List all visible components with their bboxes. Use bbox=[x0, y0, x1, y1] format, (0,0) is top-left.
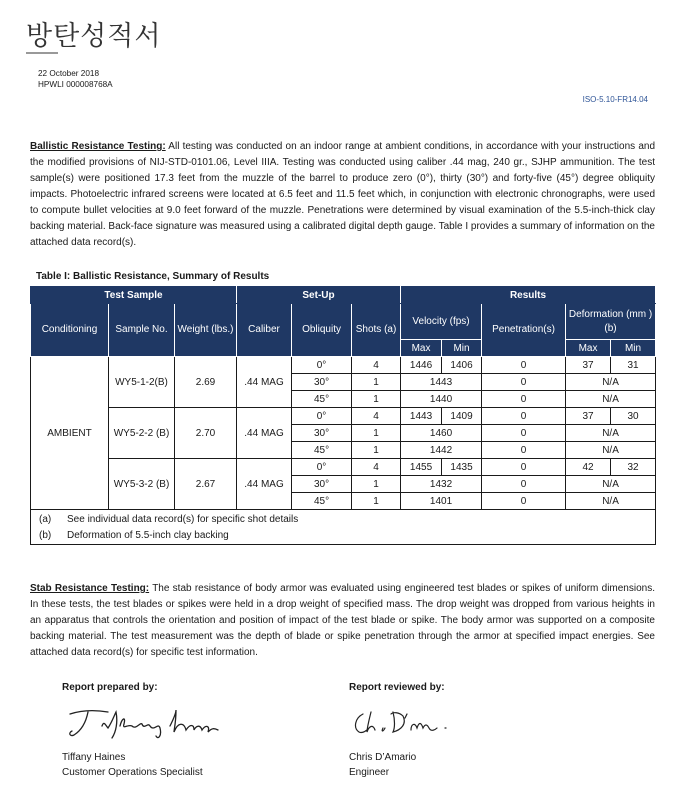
velocity-min-cell: 1435 bbox=[442, 459, 482, 476]
obliquity-cell: 0° bbox=[292, 357, 352, 374]
deformation-min-cell: 31 bbox=[611, 357, 656, 374]
reviewed-signature bbox=[349, 706, 459, 738]
obliquity-cell: 45° bbox=[292, 493, 352, 510]
col-deformation: Deformation (mm ) (b) bbox=[566, 304, 656, 340]
note-text: Deformation of 5.5-inch clay backing bbox=[67, 529, 229, 541]
obliquity-cell: 30° bbox=[292, 374, 352, 391]
velocity-min-cell: 1406 bbox=[442, 357, 482, 374]
report-date: 22 October 2018 bbox=[38, 69, 99, 78]
group-test-sample: Test Sample bbox=[31, 287, 237, 304]
reviewed-by-role: Engineer bbox=[349, 767, 390, 778]
penetration-cell: 0 bbox=[482, 476, 566, 493]
report-meta bbox=[38, 68, 113, 90]
deformation-cell: N/A bbox=[566, 374, 656, 391]
shots-cell: 1 bbox=[352, 476, 401, 493]
ballistic-heading: Ballistic Resistance Testing: bbox=[30, 141, 166, 152]
note-mark: (b) bbox=[39, 529, 52, 541]
col-obliquity: Obliquity bbox=[292, 304, 352, 357]
shots-cell: 1 bbox=[352, 425, 401, 442]
reviewed-by-label: Report reviewed by: bbox=[349, 682, 445, 693]
col-penetration: Penetration(s) bbox=[482, 304, 566, 357]
stab-body: The stab resistance of body armor was evaluated using engineered test blades or spikes of uniform dimensions. In these tests, the test blades or spikes were held in a drop weight of specified mass. The drop weight was dropped from various heights in an apparatus that controls the orientation and position of impact of the test blade or spike. The body armor was supported on a composite backing material. The test measurement was the depth of blade or spike penetration through the armor at specified impact energies. See attached data record(s) for specific test information. bbox=[30, 583, 655, 658]
penetration-cell: 0 bbox=[482, 493, 566, 510]
note-text: See individual data record(s) for specific shot details bbox=[67, 513, 299, 525]
doc-reference: ISO-5.10-FR14.04 bbox=[582, 95, 648, 104]
sample-caliber: .44 MAG bbox=[237, 408, 292, 459]
obliquity-cell: 0° bbox=[292, 408, 352, 425]
deformation-max-cell: 37 bbox=[566, 357, 611, 374]
col-caliber: Caliber bbox=[237, 304, 292, 357]
deformation-cell: N/A bbox=[566, 476, 656, 493]
shots-cell: 1 bbox=[352, 442, 401, 459]
col-velocity-max: Max bbox=[401, 340, 442, 357]
velocity-cell: 1460 bbox=[401, 425, 482, 442]
sample-caliber: .44 MAG bbox=[237, 459, 292, 510]
velocity-cell: 1440 bbox=[401, 391, 482, 408]
velocity-cell: 1442 bbox=[401, 442, 482, 459]
velocity-cell: 1401 bbox=[401, 493, 482, 510]
velocity-max-cell: 1455 bbox=[401, 459, 442, 476]
shots-cell: 4 bbox=[352, 357, 401, 374]
reviewed-by-info bbox=[349, 750, 416, 780]
deformation-cell: N/A bbox=[566, 493, 656, 510]
sample-weight: 2.70 bbox=[175, 408, 237, 459]
sample-id: WY5-3-2 (B) bbox=[109, 459, 175, 510]
deformation-max-cell: 42 bbox=[566, 459, 611, 476]
penetration-cell: 0 bbox=[482, 357, 566, 374]
penetration-cell: 0 bbox=[482, 391, 566, 408]
col-velocity: Velocity (fps) bbox=[401, 304, 482, 340]
shots-cell: 1 bbox=[352, 374, 401, 391]
col-sample-no: Sample No. bbox=[109, 304, 175, 357]
shots-cell: 4 bbox=[352, 459, 401, 476]
prepared-by-name: Tiffany Haines bbox=[62, 752, 126, 763]
ballistic-body: All testing was conducted on an indoor range at ambient conditions, in accordance with your instructions and the modified provisions of NIJ-STD-0101.06, Level IIIA. Testing was conducted using caliber .44 mag, 240 gr., SJHP ammunition. The test sample(s) were positioned 17.3 feet from the muzzle of the barrel to produce zero (0°), thirty (30°) and forty-five (45°) degree obliquity impacts. Photoelectric infrared screens were located at 6.5 feet and 11.5 feet which, in conjunction with electronic chronographs, were used to compute bullet velocities at 9.0 feet forward of the muzzle. Penetrations were determined by visual examination of the 5.5-inch-thick clay backing material. Back-face signature was measured using a calibrated digital depth gauge. Table I provides a summary of information on the attached data record(s). bbox=[30, 141, 656, 248]
shots-cell: 1 bbox=[352, 493, 401, 510]
deformation-cell: N/A bbox=[566, 391, 656, 408]
report-id: HPWLI 000008768A bbox=[38, 80, 113, 89]
note-mark: (a) bbox=[39, 513, 52, 525]
velocity-max-cell: 1443 bbox=[401, 408, 442, 425]
stab-heading: Stab Resistance Testing: bbox=[30, 583, 150, 594]
conditioning-cell: AMBIENT bbox=[31, 357, 109, 510]
velocity-cell: 1443 bbox=[401, 374, 482, 391]
prepared-by-info bbox=[62, 750, 203, 780]
deformation-max-cell: 37 bbox=[566, 408, 611, 425]
stab-paragraph bbox=[30, 581, 655, 661]
col-shots: Shots (a) bbox=[352, 304, 401, 357]
velocity-max-cell: 1446 bbox=[401, 357, 442, 374]
penetration-cell: 0 bbox=[482, 374, 566, 391]
table-notes bbox=[31, 510, 656, 545]
deformation-cell: N/A bbox=[566, 425, 656, 442]
shots-cell: 1 bbox=[352, 391, 401, 408]
table-row bbox=[31, 357, 656, 374]
ballistic-paragraph bbox=[30, 139, 655, 251]
table-caption: Table I: Ballistic Resistance, Summary of Results bbox=[36, 271, 270, 282]
prepared-signature bbox=[62, 702, 222, 742]
results-table bbox=[30, 286, 656, 545]
shots-cell: 4 bbox=[352, 408, 401, 425]
sample-id: WY5-2-2 (B) bbox=[109, 408, 175, 459]
table-notes-row bbox=[31, 510, 656, 545]
obliquity-cell: 30° bbox=[292, 425, 352, 442]
sample-id: WY5-1-2(B) bbox=[109, 357, 175, 408]
penetration-cell: 0 bbox=[482, 459, 566, 476]
penetration-cell: 0 bbox=[482, 442, 566, 459]
deformation-cell: N/A bbox=[566, 442, 656, 459]
prepared-by-role: Customer Operations Specialist bbox=[62, 767, 203, 778]
group-setup: Set-Up bbox=[237, 287, 401, 304]
sample-weight: 2.67 bbox=[175, 459, 237, 510]
penetration-cell: 0 bbox=[482, 425, 566, 442]
deformation-min-cell: 32 bbox=[611, 459, 656, 476]
col-deformation-min: Min bbox=[611, 340, 656, 357]
obliquity-cell: 30° bbox=[292, 476, 352, 493]
sample-weight: 2.69 bbox=[175, 357, 237, 408]
table-row bbox=[31, 408, 656, 425]
col-conditioning: Conditioning bbox=[31, 304, 109, 357]
velocity-cell: 1432 bbox=[401, 476, 482, 493]
col-velocity-min: Min bbox=[442, 340, 482, 357]
penetration-cell: 0 bbox=[482, 408, 566, 425]
col-weight: Weight (lbs.) bbox=[175, 304, 237, 357]
title-rule bbox=[26, 52, 58, 54]
reviewed-by-name: Chris D’Amario bbox=[349, 752, 417, 763]
deformation-min-cell: 30 bbox=[611, 408, 656, 425]
sample-caliber: .44 MAG bbox=[237, 357, 292, 408]
velocity-min-cell: 1409 bbox=[442, 408, 482, 425]
obliquity-cell: 45° bbox=[292, 442, 352, 459]
group-results: Results bbox=[401, 287, 656, 304]
prepared-by-label: Report prepared by: bbox=[62, 682, 158, 693]
obliquity-cell: 0° bbox=[292, 459, 352, 476]
table-row bbox=[31, 459, 656, 476]
obliquity-cell: 45° bbox=[292, 391, 352, 408]
notes-list bbox=[31, 511, 298, 543]
col-deformation-max: Max bbox=[566, 340, 611, 357]
page-title: 방탄성적서 bbox=[26, 21, 162, 52]
